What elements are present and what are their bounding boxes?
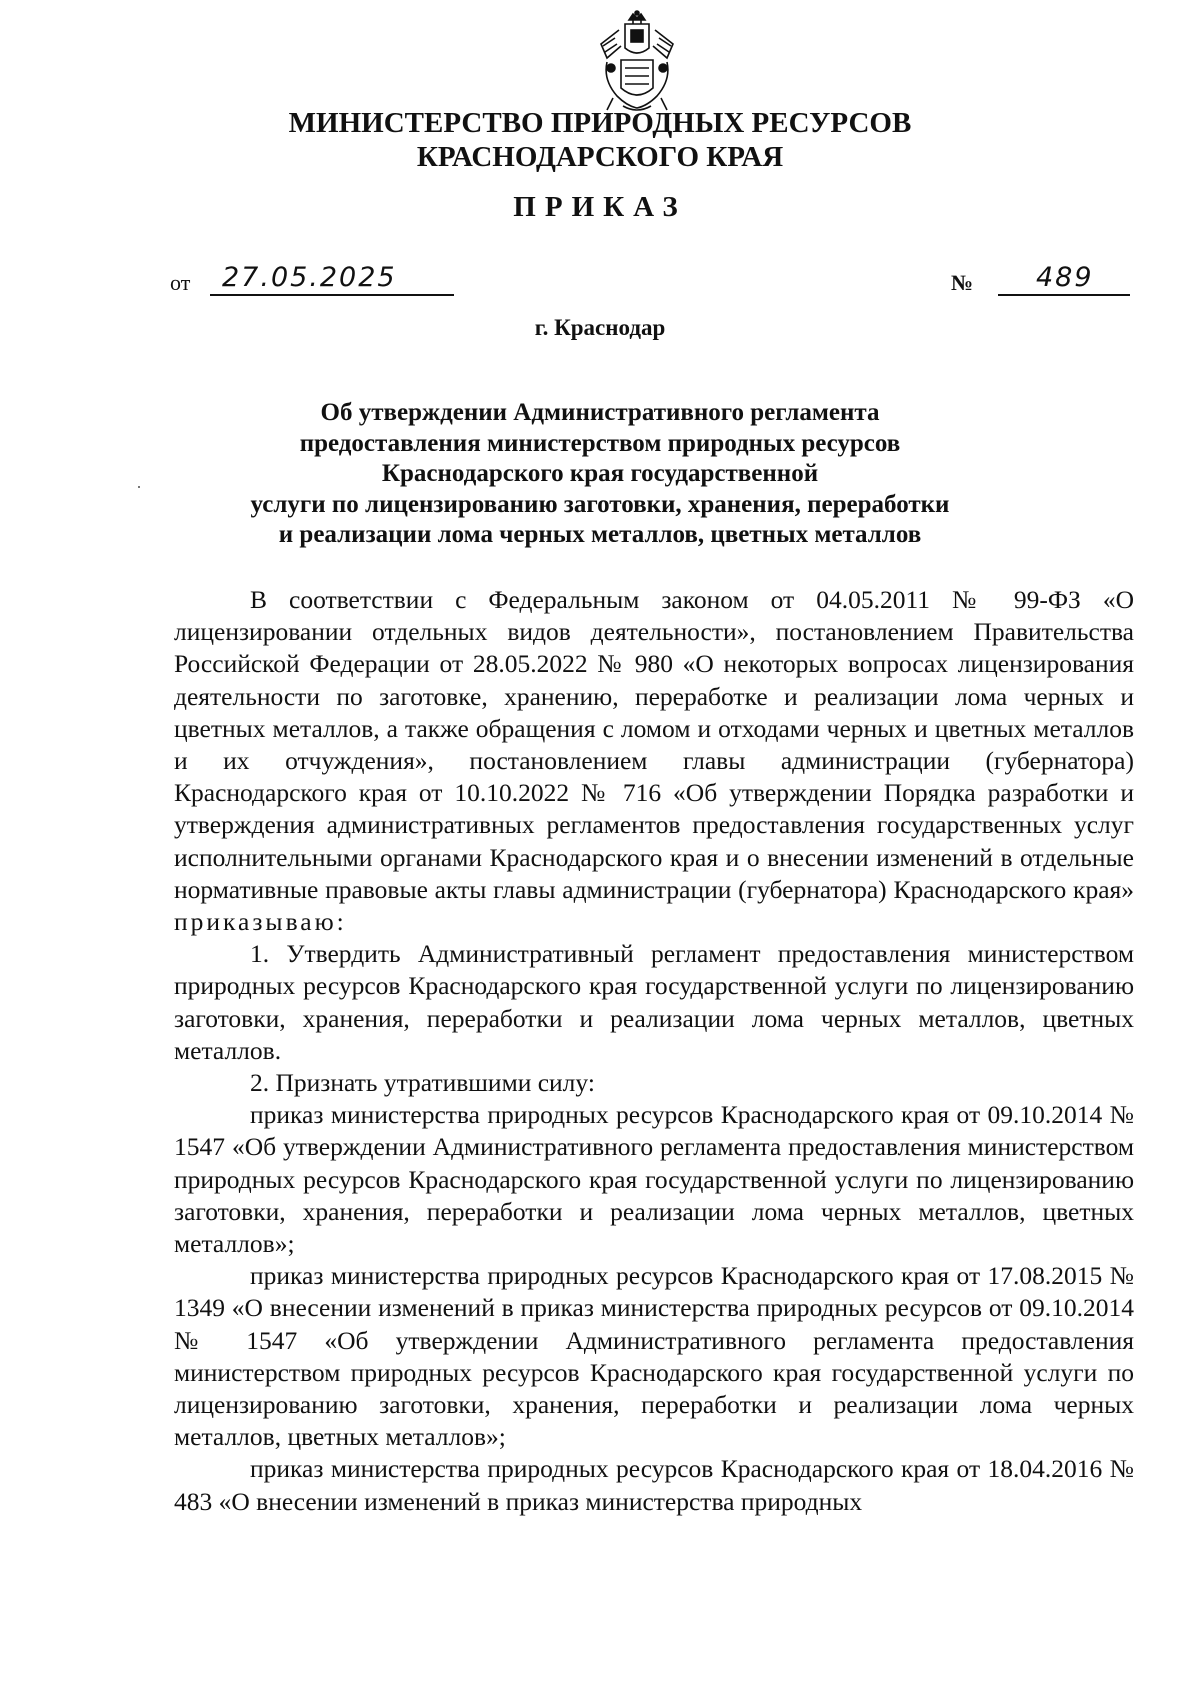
repealed-order-3: приказ министерства природных ресурсов Краснодарского края от 18.04.2016 № 483 «О внесении изменений в приказ министерства природных (174, 1454, 1134, 1516)
repealed-order-2: приказ министерства природных ресурсов Краснодарского края от 17.08.2015 № 1349 «О внесении изменений в приказ министерства природных ресурсов от 09.10.2014 № 1547 «Об утверждении Административного регламента предоставления министерством природных ресурсов Краснодарского края государственной услуги по лицензированию заготовки, хранения, переработки и реализации лома черных металлов, цветных металлов»; (174, 1261, 1134, 1452)
document-type: ПРИКАЗ (513, 191, 687, 223)
order-verb: приказываю: (174, 907, 347, 937)
title-line: и реализации лома черных металлов, цветных металлов (278, 521, 922, 548)
coat-of-arms-icon (593, 10, 681, 114)
title-line: Краснодарского края государственной (381, 460, 819, 487)
clause-2: 2. Признать утратившими силу: (250, 1068, 595, 1098)
date-number-row (0, 262, 1200, 306)
date-prefix: от (170, 270, 191, 295)
clause-1: 1. Утвердить Административный регламент предоставления министерством природных ресурсов Краснодарского края государственной услуги по лицензированию заготовки, хранения, переработки и реализации лома черных металлов, цветных металлов. (174, 939, 1134, 1065)
scan-dot (138, 486, 140, 488)
ministry-name-line-2: КРАСНОДАРСКОГО КРАЯ (416, 141, 784, 173)
preamble-text: В соответствии с Федеральным законом от 04.05.2011 № 99-ФЗ «О лицензировании отдельных видов деятельности», постановлением Правительства Российской Федерации от 28.05.2022 № 980 «О некоторых вопросах лицензирования деятельности по заготовке, хранению, переработке и реализации лома черных и цветных металлов, а также обращения с ломом и отходами черных и цветных металлов и их отчуждения», постановлением главы администрации (губернатора) Краснодарского края от 10.10.2022 № 716 «Об утверждении Порядка разработки и утверждения административных регламентов предоставления государственных услуг исполнительными органами Краснодарского края и о внесении изменений в отдельные нормативные правовые акты главы администрации (губернатора) Краснодарского края» (174, 585, 1134, 904)
title-line: услуги по лицензированию заготовки, хранения, переработки (250, 490, 950, 518)
title-line: Об утверждении Административного регламента (320, 399, 880, 426)
repealed-order-1: приказ министерства природных ресурсов Краснодарского края от 09.10.2014 № 1547 «Об утверждении Административного регламента предоставления министерством природных ресурсов Краснодарского края государственной услуги по лицензированию заготовки, хранения, переработки и реализации лома черных металлов, цветных металлов»; (174, 1100, 1134, 1259)
city: г. Краснодар (534, 315, 666, 340)
document-number: 489 (998, 262, 1130, 296)
ministry-name-line-1: МИНИСТЕРСТВО ПРИРОДНЫХ РЕСУРСОВ (288, 107, 912, 139)
document-date: 27.05.2025 (210, 262, 454, 296)
preamble-paragraph (174, 584, 1134, 938)
document-title (200, 398, 1000, 551)
number-prefix: № (951, 270, 974, 295)
document-body (174, 584, 1134, 1518)
title-line: предоставления министерством природных ресурсов (299, 429, 901, 457)
